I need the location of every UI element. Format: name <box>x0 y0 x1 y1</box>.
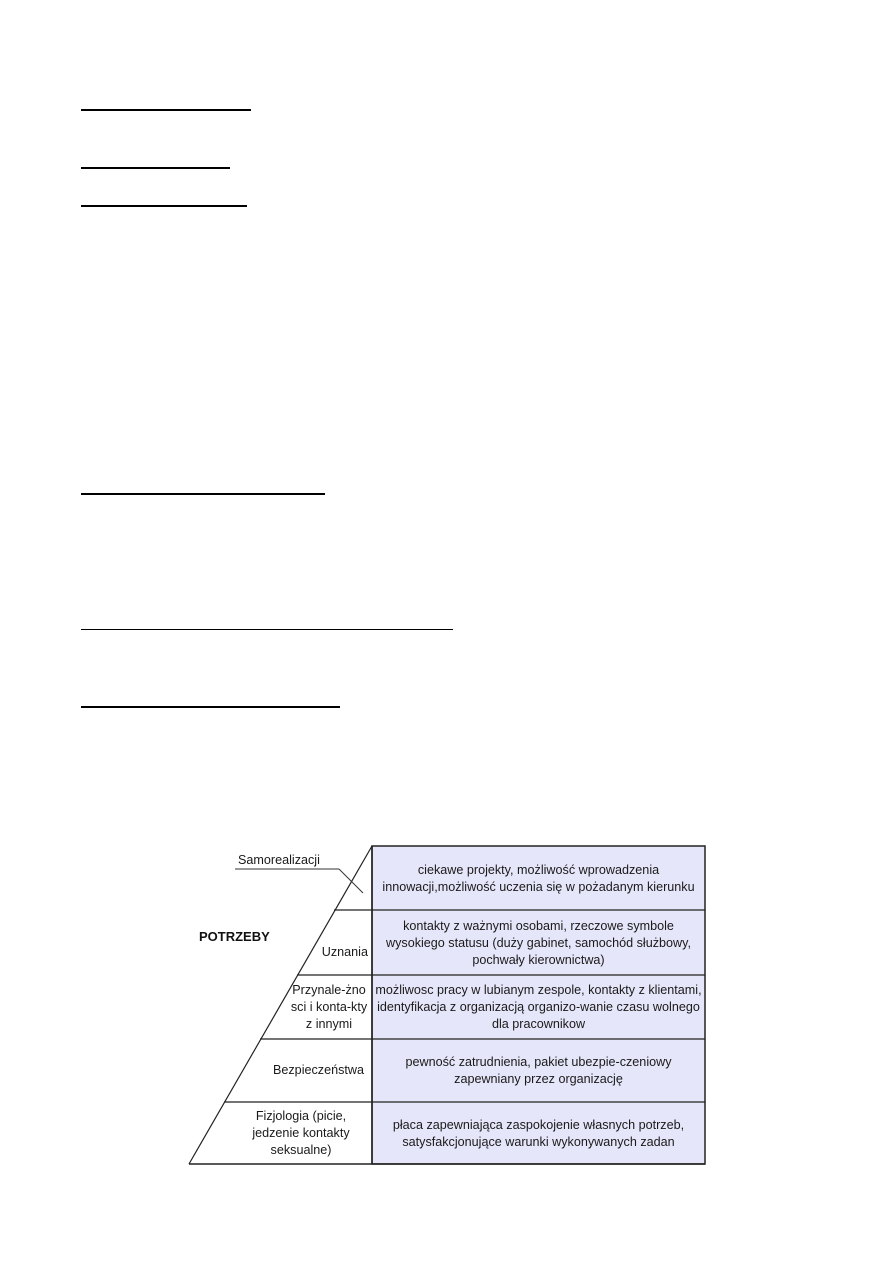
level-label-fizjologia: Fizjologia (picie, jedzenie kontakty seksualne) <box>252 1109 350 1157</box>
level-description-samorealizacji: ciekawe projekty, możliwość wprowadzenia innowacji,możliwość uczenia się w pożadanym kierunku <box>382 862 695 894</box>
level-label-samorealizacji: Samorealizacji <box>238 853 320 867</box>
level-label-przynaleznosci: Przynale-żnosci i konta-kty z innymi <box>290 983 368 1031</box>
diagram-title: POTRZEBY <box>199 929 270 944</box>
level-description-fizjologia: płaca zapewniająca zaspokojenie własnych potrzeb, satysfakcjonujące warunki wykonywanych zadan <box>392 1117 685 1149</box>
level-description-przynaleznosci: możliwosc pracy w lubianym zespole, kontakty z klientami, identyfikacja z organizacją organizo-wanie czasu wolnego dla pracownikow <box>375 983 702 1031</box>
level-description-bezpieczenstwa: pewność zatrudnienia, pakiet ubezpie-czeniowy zapewniany przez organizację <box>405 1055 672 1086</box>
level-label-uznania: Uznania <box>321 945 368 959</box>
level-label-bezpieczenstwa: Bezpieczeństwa <box>272 1063 364 1077</box>
level-description-uznania: kontakty z ważnymi osobami, rzeczowe symbole wysokiego statusu (duży gabinet, samochód służbowy, pochwały kierownictwa) <box>386 918 691 967</box>
